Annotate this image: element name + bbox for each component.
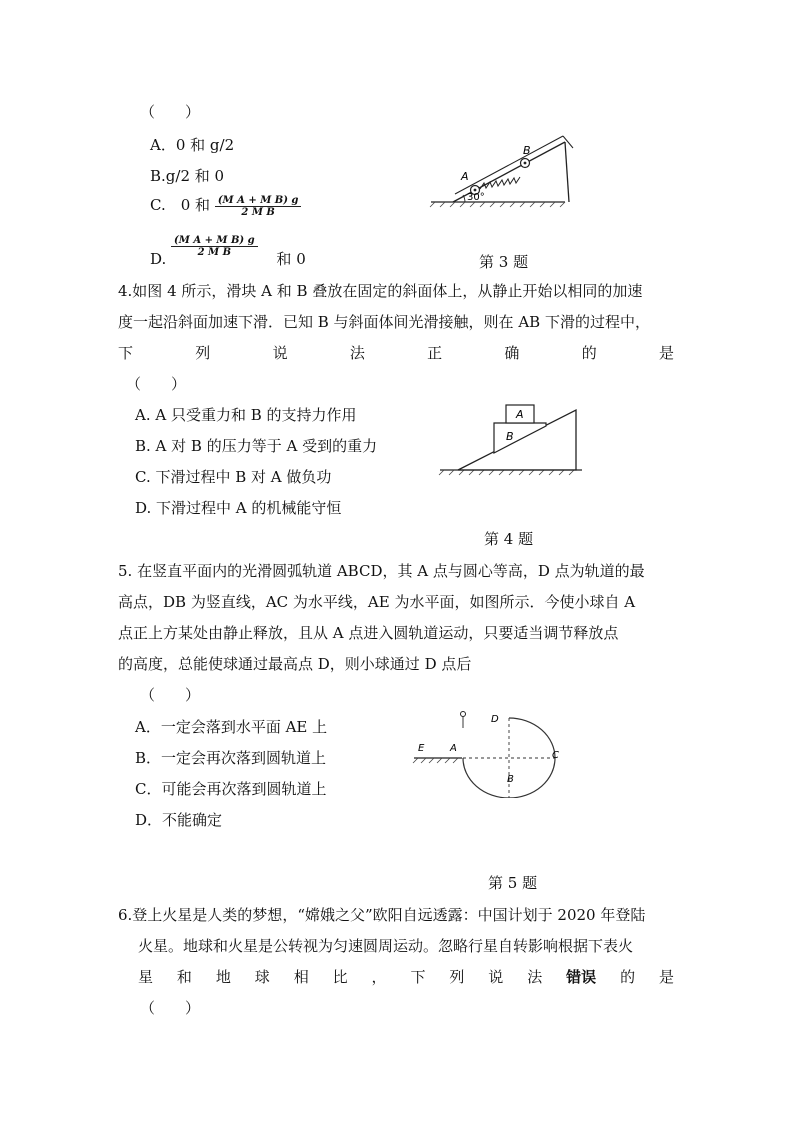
q5-circular-track-figure [410, 706, 585, 798]
q5-option-a: A．一定会落到水平面 AE 上 [135, 718, 328, 736]
q4-option-d: D. 下滑过程中 A 的机械能守恒 [135, 499, 342, 517]
q5-label-a: A [450, 743, 457, 754]
q5-answer-paren: （ ） [140, 686, 201, 704]
q6-stem-line-1: 6.登上火星是人类的梦想，“嫦娥之父”欧阳自远透露：中国计划于 2020 年登陆 [118, 906, 646, 924]
q4-option-c: C. 下滑过程中 B 对 A 做负功 [135, 468, 332, 486]
q3-option-a: A．0 和 g/2 [150, 136, 235, 154]
q4-caption: 第 4 题 [484, 530, 534, 548]
q6-word: 球 [254, 968, 270, 986]
q5-option-b: B．一定会再次落到圆轨道上 [135, 749, 327, 767]
q6-word: 地 [215, 968, 231, 986]
q6-word: 相 [293, 968, 309, 986]
q4-answer-paren: （ ） [126, 375, 187, 393]
q5-stem-line-1: 5. 在竖直平面内的光滑圆弧轨道 ABCD，其 A 点与圆心等高，D 点为轨道的最 [118, 562, 645, 580]
fraction-denominator: 2 M B [241, 206, 275, 218]
q3-angle-label: 30° [467, 192, 485, 203]
q3-option-d [150, 234, 306, 268]
q4-word: 列 [195, 344, 211, 362]
q4-word: 说 [272, 344, 288, 362]
q5-stem-line-2: 高点，DB 为竖直线，AC 为水平线，AE 为水平面，如图所示．今使小球自 A [118, 593, 636, 611]
q3-option-c-prefix: C. 0 和 [150, 196, 211, 214]
q3-option-b: B.g/2 和 0 [150, 167, 225, 185]
q4-word: 确 [504, 344, 520, 362]
q5-option-d: D．不能确定 [135, 811, 223, 829]
q6-word: 和 [176, 968, 192, 986]
fraction-numerator: (M A + M B) g [171, 235, 258, 247]
q4-stem-line-3 [118, 343, 674, 363]
q3-option-d-prefix: D. [150, 250, 167, 268]
q4-stem-line-2: 度一起沿斜面加速下滑．已知 B 与斜面体间光滑接触，则在 AB 下滑的过程中， [118, 313, 650, 331]
q3-option-c [150, 194, 301, 218]
q5-stem-line-3: 点正上方某处由静止释放，且从 A 点进入圆轨道运动，只要适当调节释放点 [118, 624, 619, 642]
q4-option-b: B. A 对 B 的压力等于 A 受到的重力 [135, 437, 378, 455]
q5-option-c: C．可能会再次落到圆轨道上 [135, 780, 327, 798]
q6-word: ， [371, 968, 387, 986]
q6-answer-paren: （ ） [140, 999, 201, 1017]
fraction-numerator: (M A + M B) g [215, 195, 302, 207]
fraction-denominator: 2 M B [197, 246, 232, 258]
q6-emphasis-word: 错误 [566, 968, 597, 986]
q4-word: 法 [349, 344, 365, 362]
q5-label-c: C [552, 750, 559, 761]
q3-incline-figure [425, 132, 585, 208]
q3-caption: 第 3 题 [479, 253, 529, 271]
q3-answer-paren: （ ） [140, 103, 201, 121]
q4-label-b: B [506, 430, 514, 443]
q6-word: 说 [488, 968, 504, 986]
q4-stem-line-1: 4.如图 4 所示，滑块 A 和 B 叠放在固定的斜面体上，从静止开始以相同的加速 [118, 282, 643, 300]
q6-stem-line-3 [138, 967, 674, 987]
q5-label-b: B [507, 774, 514, 785]
q6-word: 列 [449, 968, 465, 986]
q4-option-a: A. A 只受重力和 B 的支持力作用 [135, 406, 357, 424]
q4-word: 是 [658, 344, 674, 362]
q5-caption: 第 5 题 [488, 874, 538, 892]
q3-option-d-suffix: 和 0 [276, 250, 306, 268]
q3-label-a: A [461, 170, 469, 183]
q6-word: 星 [138, 968, 154, 986]
q6-word: 下 [410, 968, 426, 986]
q4-label-a: A [516, 408, 524, 421]
q5-label-e: E [418, 743, 425, 754]
q4-word: 正 [427, 344, 443, 362]
q5-label-d: D [491, 714, 499, 725]
q6-word: 比 [332, 968, 348, 986]
q4-incline-figure [436, 400, 586, 480]
q3-label-b: B [523, 144, 531, 157]
q5-stem-line-4: 的高度，总能使球通过最高点 D，则小球通过 D 点后 [118, 655, 472, 673]
q6-word: 的 [620, 968, 636, 986]
q4-word: 的 [581, 344, 597, 362]
q6-word: 法 [527, 968, 543, 986]
q3-option-c-fraction [215, 195, 302, 218]
q6-stem-line-2: 火星。地球和火星是公转视为匀速圆周运动。忽略行星自转影响根据下表火 [138, 937, 634, 955]
q4-word: 下 [118, 344, 134, 362]
q6-word: 是 [658, 968, 674, 986]
q3-option-d-fraction [171, 235, 258, 258]
